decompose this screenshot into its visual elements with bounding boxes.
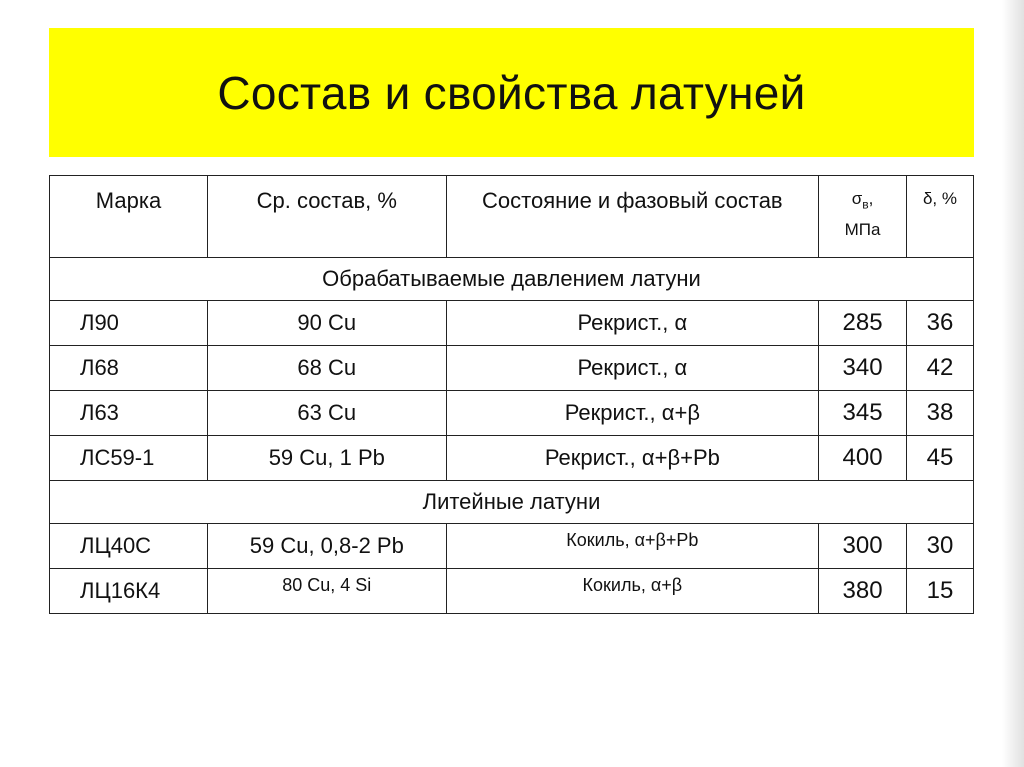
cell-composition: 59 Cu, 0,8-2 Pb (208, 524, 447, 569)
title-banner (49, 28, 974, 157)
brass-properties-table (49, 175, 974, 614)
cell-grade: Л63 (50, 391, 208, 436)
cell-state: Кокиль, α+β (446, 569, 819, 614)
cell-delta: 15 (906, 569, 973, 614)
cell-composition: 80 Cu, 4 Si (208, 569, 447, 614)
header-sigma-subscript: в (862, 197, 869, 212)
cell-composition: 63 Cu (208, 391, 447, 436)
cell-sigma: 400 (819, 436, 907, 481)
table-row (50, 391, 974, 436)
table-row (50, 301, 974, 346)
cell-state: Рекрист., α (446, 346, 819, 391)
header-state: Состояние и фазовый состав (446, 176, 819, 258)
cell-composition: 90 Cu (208, 301, 447, 346)
cell-delta: 45 (906, 436, 973, 481)
table-row (50, 436, 974, 481)
table-header-row (50, 176, 974, 258)
cell-state: Рекрист., α+β (446, 391, 819, 436)
cell-delta: 30 (906, 524, 973, 569)
cell-sigma: 340 (819, 346, 907, 391)
cell-sigma: 285 (819, 301, 907, 346)
cell-grade: ЛС59-1 (50, 436, 208, 481)
header-sigma-unit: МПа (844, 220, 881, 240)
cell-state: Рекрист., α+β+Pb (446, 436, 819, 481)
cell-grade: ЛЦ40С (50, 524, 208, 569)
cell-state: Рекрист., α (446, 301, 819, 346)
cell-sigma: 300 (819, 524, 907, 569)
section-row-cast (50, 481, 974, 524)
cell-grade: ЛЦ16К4 (50, 569, 208, 614)
cell-grade: Л90 (50, 301, 208, 346)
section-title: Литейные латуни (50, 481, 974, 524)
header-delta: δ, % (906, 176, 973, 258)
header-composition: Ср. состав, % (208, 176, 447, 258)
cell-state: Кокиль, α+β+Pb (446, 524, 819, 569)
section-row-pressure (50, 258, 974, 301)
cell-composition: 59 Cu, 1 Pb (208, 436, 447, 481)
table-row (50, 524, 974, 569)
cell-sigma: 380 (819, 569, 907, 614)
table-row (50, 346, 974, 391)
header-sigma-comma: , (868, 189, 874, 208)
header-grade: Марка (50, 176, 208, 258)
section-title: Обрабатываемые давлением латуни (50, 258, 974, 301)
page-edge-shadow (1002, 0, 1024, 767)
slide-title: Состав и свойства латуней (217, 66, 806, 119)
cell-grade: Л68 (50, 346, 208, 391)
cell-sigma: 345 (819, 391, 907, 436)
cell-delta: 38 (906, 391, 973, 436)
header-sigma-symbol: σ (851, 189, 863, 208)
cell-delta: 42 (906, 346, 973, 391)
cell-delta: 36 (906, 301, 973, 346)
header-sigma (819, 176, 907, 258)
table-row (50, 569, 974, 614)
cell-composition: 68 Cu (208, 346, 447, 391)
